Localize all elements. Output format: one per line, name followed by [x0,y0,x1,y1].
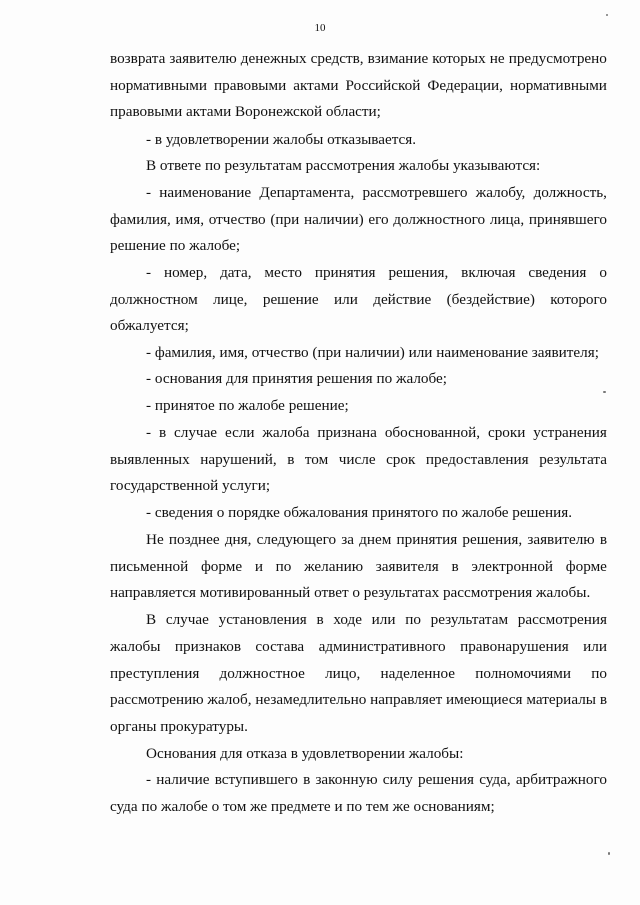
word: предусмотрено [508,50,607,67]
word: случае [174,424,218,441]
word: следующего [256,531,337,548]
word: в [303,771,311,788]
word: в [316,611,324,628]
word: решение [262,291,319,308]
word: по [275,558,292,575]
word: решения, [462,531,523,548]
word: результата [539,451,607,468]
word: Не [146,531,164,548]
word: не [489,50,505,67]
text-line [110,291,607,309]
word: обоснованной, [384,424,481,441]
word: наделенное [380,665,455,682]
word: должность, [533,184,607,201]
word: фамилия, [110,211,171,228]
word: жалобу, [475,184,526,201]
word: дня, [224,531,252,548]
word: позднее [168,531,220,548]
text-line: - сведения о порядке обжалования принятого по жалобе решения. [146,504,573,521]
word: предоставления [425,451,529,468]
text-line [110,211,607,229]
word: результатам [430,611,509,628]
text-line [146,611,607,629]
page-number: 10 [314,22,326,34]
text-line: решение по жалобе; [110,237,241,254]
text-line [110,50,607,68]
word: номер, [163,264,208,281]
word: рассмотревшего [362,184,468,201]
word: состава [255,638,305,655]
text-line: органы прокуратуры. [110,718,248,735]
word: арбитражного [515,771,607,788]
word: том [304,451,329,468]
word: или [334,291,358,308]
text-line [146,771,607,789]
word: В [146,611,157,628]
word: Департамента, [259,184,355,201]
word: суда, [479,771,511,788]
text-line [146,531,607,549]
word: признаков [174,638,241,655]
text-line [110,665,607,683]
text-line [146,184,607,202]
word: в [158,424,167,441]
word: актами [293,77,339,94]
word: незамедлительно [255,691,367,708]
word: которого [550,291,607,308]
word: случае [165,611,209,628]
word: по [591,665,607,682]
word: сроки [487,424,526,441]
word: включая [461,264,516,281]
word: рассмотрению [110,691,204,708]
text-line: - основания для принятия решения по жалобе; [146,370,447,387]
text-line [110,558,607,576]
word: принятия [314,264,376,281]
word: решения [418,771,475,788]
word: числе [338,451,376,468]
word: должностного [393,211,486,228]
word: отчество [208,211,266,228]
word: выявленных [110,451,190,468]
word: форме [200,558,243,575]
word: за [341,531,354,548]
word: электронной [471,558,554,575]
text-line: Основания для отказа в удовлетворении жалобы: [146,745,464,762]
word: жалоба [262,424,310,441]
word: в [451,558,459,575]
word: в [287,451,295,468]
word: наличие [156,771,210,788]
word: - [146,424,152,441]
word: правовыми [213,77,287,94]
word: которых [432,50,486,67]
word: установления [218,611,307,628]
word: по [405,611,421,628]
word: возврата [110,50,166,67]
word: или [583,638,607,655]
scan-speck [606,14,608,16]
text-line: - в удовлетворении жалобы отказывается. [146,131,417,148]
word: письменной [110,558,189,575]
word: о [599,264,607,281]
word: наименование [159,184,252,201]
word: должностном [110,291,198,308]
scan-speck [608,852,610,855]
word: принятия [396,531,458,548]
word: жалоб, [207,691,252,708]
word: должностное [219,665,305,682]
word: нормативными [509,77,607,94]
word: решения, [388,264,449,281]
word: правонарушения [460,638,569,655]
word: наличии) [303,211,364,228]
word: имеющиеся [446,691,523,708]
word: материалы [526,691,596,708]
word: имя, [175,211,205,228]
word: днем [359,531,392,548]
word: денежных [240,50,307,67]
word: направляет [370,691,443,708]
word: действие [373,291,432,308]
word: преступления [110,665,200,682]
word: законную [315,771,378,788]
text-line [110,77,607,95]
word: вступившего [214,771,298,788]
word: срок [386,451,416,468]
word: жалобы [110,638,161,655]
word: заявителю [527,531,595,548]
word: нарушений, [200,451,277,468]
word: в [599,691,607,708]
text-line: В ответе по результатам рассмотрения жалобы указываются: [146,157,541,174]
word: принявшего [528,211,607,228]
word: заявителю [169,50,237,67]
text-line: обжалуется; [110,317,189,334]
text-line [146,264,607,282]
word: форме [565,558,607,575]
text-line [110,691,607,709]
word: взимание [367,50,429,67]
word: или [371,611,396,628]
text-line: правовыми актами Воронежской области; [110,103,381,120]
word: место [264,264,302,281]
word: Федерации, [427,77,503,94]
word: полномочиями [475,665,572,682]
word: его [368,211,389,228]
word: сведения [528,264,587,281]
text-line [110,451,607,469]
word: ходе [333,611,362,628]
text-line [110,638,607,656]
word: средств, [310,50,364,67]
word: нормативными [110,77,207,94]
word: устранения [533,424,607,441]
text-line: - фамилия, имя, отчество (при наличии) или наименование заявителя; [146,344,599,361]
word: признана [317,424,377,441]
word: лице, [213,291,248,308]
word: желанию [304,558,364,575]
text-line [146,424,607,442]
word: заявителя [375,558,439,575]
word: - [146,771,152,788]
text-line: государственной услуги; [110,477,271,494]
text-line: суда по жалобе о том же предмете и по тем же основаниям; [110,798,495,815]
word: (бездействие) [446,291,535,308]
word: - [146,264,152,281]
word: рассмотрения [517,611,607,628]
word: лицо, [325,665,361,682]
word: (при [270,211,300,228]
word: Российской [345,77,421,94]
word: силу [382,771,413,788]
word: лица, [489,211,525,228]
scan-speck [603,391,606,393]
word: дата, [220,264,252,281]
word: - [146,184,152,201]
word: в [599,531,607,548]
word: если [224,424,255,441]
text-line: - принятое по жалобе решение; [146,397,349,414]
word: и [254,558,263,575]
word: административного [318,638,446,655]
text-line: направляется мотивированный ответ о результатах рассмотрения жалобы. [110,584,591,601]
